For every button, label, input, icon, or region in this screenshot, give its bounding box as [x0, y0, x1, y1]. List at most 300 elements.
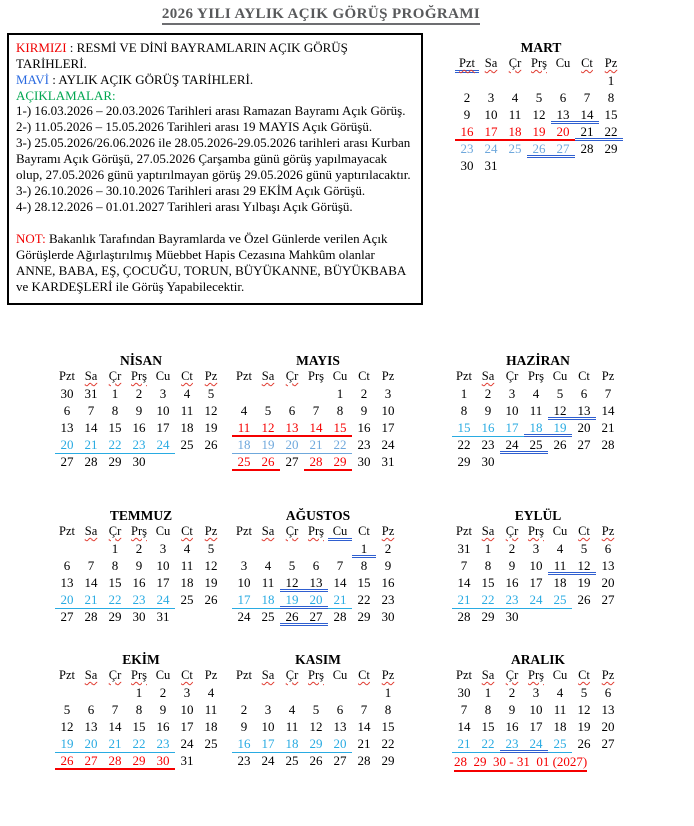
day-cell: [175, 609, 199, 626]
day-cell: 4: [556, 685, 564, 700]
day-cell: 26: [527, 141, 551, 158]
weekday-name-cell: Cu: [552, 668, 568, 682]
day-cell: 24: [151, 437, 175, 454]
day-cell: 31: [84, 386, 98, 401]
day-cell: 30: [151, 753, 175, 770]
weekday-name-cell: Sa: [481, 369, 495, 383]
day-cell: 9: [159, 702, 167, 717]
day-cell: 9: [240, 719, 248, 734]
weekday-name-cell: Pz: [204, 524, 218, 538]
day-cell: 18: [180, 575, 194, 590]
day-cell: 11: [204, 702, 218, 717]
day-cell: [596, 609, 620, 626]
legend-box: [7, 33, 423, 305]
weekday-header-row: [55, 668, 227, 684]
week-row: [452, 719, 624, 736]
day-cell: [199, 454, 223, 471]
day-cell: 5: [556, 386, 564, 401]
day-cell: 8: [111, 558, 119, 573]
day-cell: 26: [577, 736, 591, 751]
weekday-name-cell: Çr: [508, 56, 522, 70]
day-cell: 27: [333, 753, 347, 768]
day-cell: [572, 454, 596, 471]
day-cell: 9: [135, 558, 143, 573]
day-cell: 27: [79, 753, 103, 770]
day-cell: 11: [180, 403, 194, 418]
day-cell: 16: [132, 420, 146, 435]
day-cell: 30: [132, 609, 146, 624]
day-cell: 8: [460, 403, 468, 418]
day-cell: 16: [232, 736, 256, 753]
legend-text-run: 1-) 16.03.2026 – 20.03.2026 Tarihleri arası Ramazan Bayramı Açık Görüş.: [16, 103, 406, 119]
day-cell: 14: [108, 719, 122, 734]
day-cell: 10: [505, 403, 519, 418]
weekday-name-cell: Prş: [531, 56, 547, 70]
day-cell: 2: [135, 386, 143, 401]
day-cell: 25: [285, 753, 299, 768]
legend-paragraph: [16, 72, 414, 88]
day-cell: 11: [553, 702, 567, 717]
month-temmuz: [55, 508, 227, 626]
week-row: [55, 558, 227, 575]
day-cell: 13: [304, 575, 328, 592]
legend-paragraph: [16, 135, 414, 183]
day-cell: 6: [604, 541, 612, 556]
day-cell: 2: [159, 685, 167, 700]
day-cell: [572, 609, 596, 626]
day-cell: 13: [280, 420, 304, 437]
day-cell: 2: [360, 386, 368, 401]
month-title: MAYIS: [296, 353, 340, 368]
day-cell: 23: [481, 437, 495, 452]
day-cell: 25: [204, 736, 218, 751]
day-cell: 7: [460, 558, 468, 573]
day-cell: 26: [280, 609, 304, 626]
day-cell: [352, 685, 376, 702]
day-cell: 6: [63, 403, 71, 418]
day-cell: [328, 685, 352, 702]
day-cell: 29: [381, 753, 395, 768]
day-cell: 10: [180, 702, 194, 717]
day-cell: 23: [357, 437, 371, 452]
day-cell: 11: [261, 575, 275, 590]
day-cell: 1: [460, 386, 468, 401]
day-cell: [503, 158, 527, 175]
week-row: [452, 403, 624, 420]
day-cell: 20: [551, 124, 575, 141]
day-cell: 28: [601, 437, 615, 452]
day-cell: 10: [529, 558, 543, 573]
weekday-name-cell: Sa: [484, 56, 498, 70]
weekday-name-cell: Cu: [552, 369, 568, 383]
day-cell: 20: [601, 575, 615, 590]
day-cell: 30: [381, 609, 395, 624]
day-cell: 8: [336, 403, 344, 418]
week-row: [455, 124, 627, 141]
weekday-header-row: [452, 668, 624, 684]
day-cell: 23: [500, 736, 524, 753]
day-cell: 3: [487, 90, 495, 105]
day-cell: 16: [156, 719, 170, 734]
weekday-name-cell: Ct: [358, 524, 370, 538]
day-cell: 6: [336, 702, 344, 717]
day-cell: 13: [572, 403, 596, 420]
day-cell: [551, 158, 575, 175]
week-row: [55, 386, 227, 403]
day-cell: 25: [524, 437, 548, 454]
day-cell: [280, 685, 304, 702]
weekday-name-cell: Pzt: [236, 524, 252, 538]
week-row: [232, 403, 404, 420]
week-row: [232, 386, 404, 403]
weekday-name-cell: Pz: [381, 369, 395, 383]
day-cell: 18: [180, 420, 194, 435]
month-title: KASIM: [295, 652, 341, 667]
legend-text-run: KIRMIZI: [16, 40, 67, 55]
day-cell: [79, 541, 103, 558]
week-row: [55, 541, 227, 558]
day-cell: 16: [132, 575, 146, 590]
month-title: MART: [520, 40, 562, 55]
day-cell: 26: [309, 753, 323, 768]
day-cell: 22: [103, 437, 127, 454]
day-cell: 5: [580, 685, 588, 700]
day-cell: 18: [553, 575, 567, 590]
weekday-name-cell: Çr: [285, 369, 299, 383]
legend-text-run: : AYLIK AÇIK GÖRÜŞ TARİHLERİ.: [49, 71, 254, 87]
day-cell: 21: [304, 437, 328, 454]
day-cell: 3: [159, 386, 167, 401]
day-cell: 26: [55, 753, 79, 770]
day-cell: [548, 609, 572, 626]
day-cell: 1: [111, 541, 119, 556]
day-cell: 21: [452, 592, 476, 609]
day-cell: 4: [183, 386, 191, 401]
day-cell: 12: [204, 403, 218, 418]
day-cell: 21: [601, 420, 615, 435]
day-cell: 30: [457, 685, 471, 700]
day-cell: 3: [508, 386, 516, 401]
day-cell: 18: [232, 437, 256, 454]
day-cell: [55, 541, 79, 558]
day-cell: 8: [111, 403, 119, 418]
day-cell: 17: [180, 719, 194, 734]
day-cell: 10: [261, 719, 275, 734]
day-cell: 7: [87, 403, 95, 418]
page-title-text: 2026 YILI AYLIK AÇIK GÖRÜŞ PROĞRAMI: [162, 6, 480, 25]
week-row: [455, 107, 627, 124]
day-cell: 8: [484, 558, 492, 573]
day-cell: 12: [60, 719, 74, 734]
day-cell: 18: [280, 736, 304, 753]
day-cell: 17: [529, 575, 543, 590]
legend-text-run: NOT:: [16, 231, 46, 247]
week-row: [452, 558, 624, 575]
day-cell: 13: [601, 702, 615, 717]
weekday-name-cell: Pz: [601, 668, 615, 682]
weekday-name-cell: Sa: [261, 369, 275, 383]
day-cell: [304, 541, 328, 558]
day-cell: 25: [508, 141, 522, 156]
week-row: [232, 420, 404, 437]
day-cell: [232, 386, 256, 403]
legend-text-run: 4-) 28.12.2026 – 01.01.2027 Tarihleri arası Yılbaşı Açık Görüşü.: [16, 198, 353, 214]
legend-text-run: 3-) 25.05.2026/26.06.2026 ile 28.05.2026-29.05.2026 tarihleri arası Kurban Bayramı Açık Görüşü, 27.05.2026 Çarşamba günü görüş yapılmayacak olup, 27.05.2026 günü yaptırılmayan görüş 29.05.2026 günü yaptırılacaktır.: [16, 135, 411, 182]
day-cell: 6: [312, 558, 320, 573]
weekday-name-cell: Çr: [285, 524, 299, 538]
day-cell: [304, 685, 328, 702]
day-cell: 7: [583, 90, 591, 105]
day-cell: 2: [384, 541, 392, 556]
day-cell: 26: [256, 454, 280, 471]
weekday-name-cell: Cu: [332, 369, 348, 383]
day-cell: 9: [508, 702, 516, 717]
weekday-name-cell: Çr: [108, 369, 122, 383]
day-cell: 18: [524, 420, 548, 437]
day-cell: 14: [357, 719, 371, 734]
day-cell: 10: [156, 403, 170, 418]
week-row: [55, 592, 227, 609]
day-cell: 13: [601, 558, 615, 573]
day-cell: 1: [384, 685, 392, 700]
weekday-name-cell: Sa: [84, 369, 98, 383]
weekday-name-cell: Ct: [358, 668, 370, 682]
weekday-name-cell: Prş: [308, 668, 324, 682]
day-cell: 12: [204, 558, 218, 573]
weekday-name-cell: Çr: [108, 524, 122, 538]
day-cell: 17: [156, 575, 170, 590]
day-cell: 14: [304, 420, 328, 437]
month-eylul: [452, 508, 624, 626]
weekday-name-cell: Ct: [578, 524, 590, 538]
day-cell: 7: [604, 386, 612, 401]
day-cell: [479, 73, 503, 90]
day-cell: 30: [60, 386, 74, 401]
day-cell: 27: [285, 454, 299, 469]
weekday-name-cell: Ct: [581, 56, 593, 70]
day-cell: 14: [333, 575, 347, 590]
day-cell: 21: [103, 736, 127, 753]
day-cell: 28: [580, 141, 594, 156]
day-cell: 26: [204, 437, 218, 452]
weekday-name-cell: Pz: [204, 668, 218, 682]
day-cell: 22: [599, 124, 623, 141]
day-cell: 24: [524, 592, 548, 609]
day-cell: 7: [460, 702, 468, 717]
weekday-name-cell: Prş: [308, 369, 324, 383]
weekday-name-cell: Pzt: [456, 369, 472, 383]
day-cell: [500, 454, 524, 471]
day-cell: 28: [103, 753, 127, 770]
day-cell: 19: [280, 592, 304, 609]
day-cell: 9: [484, 403, 492, 418]
weekday-name-cell: Prş: [528, 668, 544, 682]
day-cell: 5: [264, 403, 272, 418]
day-cell: 30: [357, 454, 371, 469]
day-cell: 8: [484, 702, 492, 717]
weekday-name-cell: Cu: [155, 668, 171, 682]
day-cell: 20: [55, 592, 79, 609]
day-cell: 25: [180, 437, 194, 452]
weekday-name-cell: Çr: [505, 668, 519, 682]
legend-paragraph: [16, 119, 414, 135]
day-cell: 12: [532, 107, 546, 122]
day-cell: 18: [553, 719, 567, 734]
weekday-name-cell: Prş: [131, 668, 147, 682]
weekday-name-cell: Sa: [84, 668, 98, 682]
day-cell: 2: [463, 90, 471, 105]
day-cell: 22: [328, 437, 352, 454]
day-cell: [199, 609, 223, 626]
week-row: [452, 592, 624, 609]
day-cell: 14: [575, 107, 599, 124]
day-cell: 12: [309, 719, 323, 734]
day-cell: 11: [232, 420, 256, 437]
week-row: [232, 719, 404, 736]
day-cell: 24: [261, 753, 275, 768]
day-cell: 6: [63, 558, 71, 573]
day-cell: 1: [352, 541, 376, 558]
month-mayis: [232, 353, 404, 471]
day-cell: 29: [328, 454, 352, 471]
day-cell: 9: [360, 403, 368, 418]
week-row: [232, 592, 404, 609]
day-cell: [232, 541, 256, 558]
day-cell: 26: [553, 437, 567, 452]
day-cell: 30: [460, 158, 474, 173]
week-row: [232, 702, 404, 719]
day-cell: 21: [452, 736, 476, 753]
day-cell: 30: [132, 454, 146, 469]
weekday-name-cell: Çr: [108, 668, 122, 682]
day-cell: 12: [572, 558, 596, 575]
day-cell: 16: [381, 575, 395, 590]
day-cell: 20: [55, 437, 79, 454]
day-cell: 7: [360, 702, 368, 717]
week-row: [452, 541, 624, 558]
week-row: [232, 558, 404, 575]
day-cell: 4: [264, 558, 272, 573]
day-cell: [103, 685, 127, 702]
day-cell: 31: [457, 541, 471, 556]
day-cell: 19: [577, 575, 591, 590]
month-mart: [455, 40, 627, 175]
month-haziran: [452, 353, 624, 471]
day-cell: [256, 685, 280, 702]
week-row: [455, 73, 627, 90]
day-cell: 15: [604, 107, 618, 122]
day-cell: 23: [500, 592, 524, 609]
month-title: TEMMUZ: [109, 508, 173, 523]
day-cell: 4: [288, 702, 296, 717]
legend-text-run: 3-) 26.10.2026 – 30.10.2026 Tarihleri arası 29 EKİM Açık Görüşü.: [16, 182, 366, 198]
month-title: EYLÜL: [514, 508, 562, 523]
week-row: [452, 609, 624, 626]
day-cell: 16: [476, 420, 500, 437]
day-cell: 19: [55, 736, 79, 753]
month-title: ARALIK: [510, 652, 565, 667]
legend-paragraph: [16, 103, 414, 119]
day-cell: 29: [127, 753, 151, 770]
day-cell: 15: [481, 719, 495, 734]
month-agustos: [232, 508, 404, 626]
day-cell: [199, 753, 223, 770]
weekday-name-cell: Prş: [131, 369, 147, 383]
day-cell: 4: [240, 403, 248, 418]
day-cell: [527, 158, 551, 175]
day-cell: 5: [207, 541, 215, 556]
day-cell: 15: [108, 420, 122, 435]
legend-paragraph: [16, 199, 414, 215]
month-title: EKİM: [122, 652, 160, 667]
day-cell: 22: [127, 736, 151, 753]
weekday-name-cell: Ct: [181, 668, 193, 682]
day-cell: 12: [256, 420, 280, 437]
weekday-header-row: [232, 524, 404, 540]
weekday-name-cell: Cu: [155, 524, 171, 538]
week-row: [232, 437, 404, 454]
day-cell: 11: [508, 107, 522, 122]
week-row: [455, 141, 627, 158]
week-row: [455, 90, 627, 107]
day-cell: 30: [505, 609, 519, 624]
special-row-wrap: [452, 753, 624, 772]
day-cell: [527, 73, 551, 90]
weekday-header-row: [55, 524, 227, 540]
week-row: [452, 736, 624, 753]
day-cell: 12: [280, 575, 304, 592]
day-cell: 27: [601, 592, 615, 607]
week-row: [55, 454, 227, 471]
day-cell: 25: [232, 454, 256, 471]
day-cell: [256, 386, 280, 403]
day-cell: 17: [479, 124, 503, 141]
day-cell: 15: [108, 575, 122, 590]
weekday-name-cell: Ct: [181, 369, 193, 383]
day-cell: 11: [180, 558, 194, 573]
week-row: [55, 753, 227, 770]
week-row: [55, 403, 227, 420]
day-cell: 24: [381, 437, 395, 452]
day-cell: 27: [577, 437, 591, 452]
day-cell: [256, 541, 280, 558]
week-row: [55, 702, 227, 719]
day-cell: 15: [328, 420, 352, 437]
day-cell: 23: [381, 592, 395, 607]
day-cell: [79, 685, 103, 702]
weekday-name-cell: Pzt: [236, 369, 252, 383]
weekday-header-row: [232, 369, 404, 385]
weekday-header-row: [55, 369, 227, 385]
day-cell: [599, 158, 623, 175]
day-cell: 3: [384, 386, 392, 401]
day-cell: 8: [135, 702, 143, 717]
legend-paragraph: [16, 231, 414, 294]
day-cell: 29: [457, 454, 471, 469]
day-cell: [280, 541, 304, 558]
day-cell: 29: [357, 609, 371, 624]
day-cell: 20: [280, 437, 304, 454]
day-cell: 13: [60, 575, 74, 590]
day-cell: 2: [508, 685, 516, 700]
legend-text-run: AÇIKLAMALAR:: [16, 87, 116, 103]
day-cell: 19: [256, 437, 280, 454]
day-cell: 11: [285, 719, 299, 734]
day-cell: 22: [381, 736, 395, 751]
day-cell: 9: [384, 558, 392, 573]
day-cell: [304, 386, 328, 403]
week-row: [455, 158, 627, 175]
